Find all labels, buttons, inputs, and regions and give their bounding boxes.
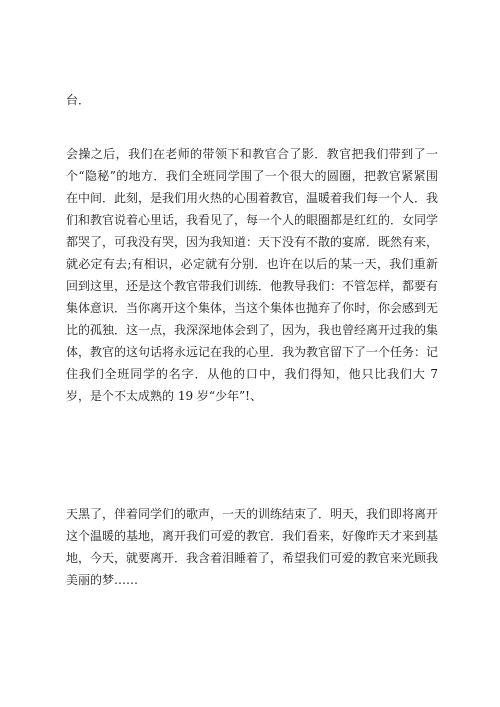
paragraph-2: 天黑了，伴着同学们的歌声，一天的训练结束了．明天，我们即将离开这个温暖的基地，离开我们可爱的教官．我们看来，好像昨天才来到基地，今天，就要离开．我含着泪睡着了，希望我们可爱的教官来光顾我美丽的梦…… — [66, 507, 439, 587]
paragraph-fragment: 台． — [66, 93, 91, 107]
paragraph-1: 会操之后，我们在老师的带领下和教官合了影．教官把我们带到了一个“隐秘”的地方．我们全班同学围了一个很大的圆圈，把教官紧紧围在中间．此刻，是我们用火热的心围着教官，温暖着我们每一个人．我们和教官说着心里话，我看见了，每一个人的眼圈都是红红的．女同学都哭了，可我没有哭，因为我知道：天下没有不散的宴席．既然有来，就必定有去;有相识，必定就有分别．也许在以后的某一天，我们重新回到这里，还是这个教官带我们训练．他教导我们：不管怎样，都要有集体意识．当你离开这个集体，当这个集体也抛弃了你时，你会感到无比的孤独．这一点，我深深地体会到了，因为，我也曾经离开过我的集体，教官的这句话将永远记在我的心里．我为教官留下了一个任务：记住我们全班同学的名字．从他的口中，我们得知，他只比我们大 7 岁，是个不太成熟的 19 岁“少年”!、 — [66, 147, 439, 403]
